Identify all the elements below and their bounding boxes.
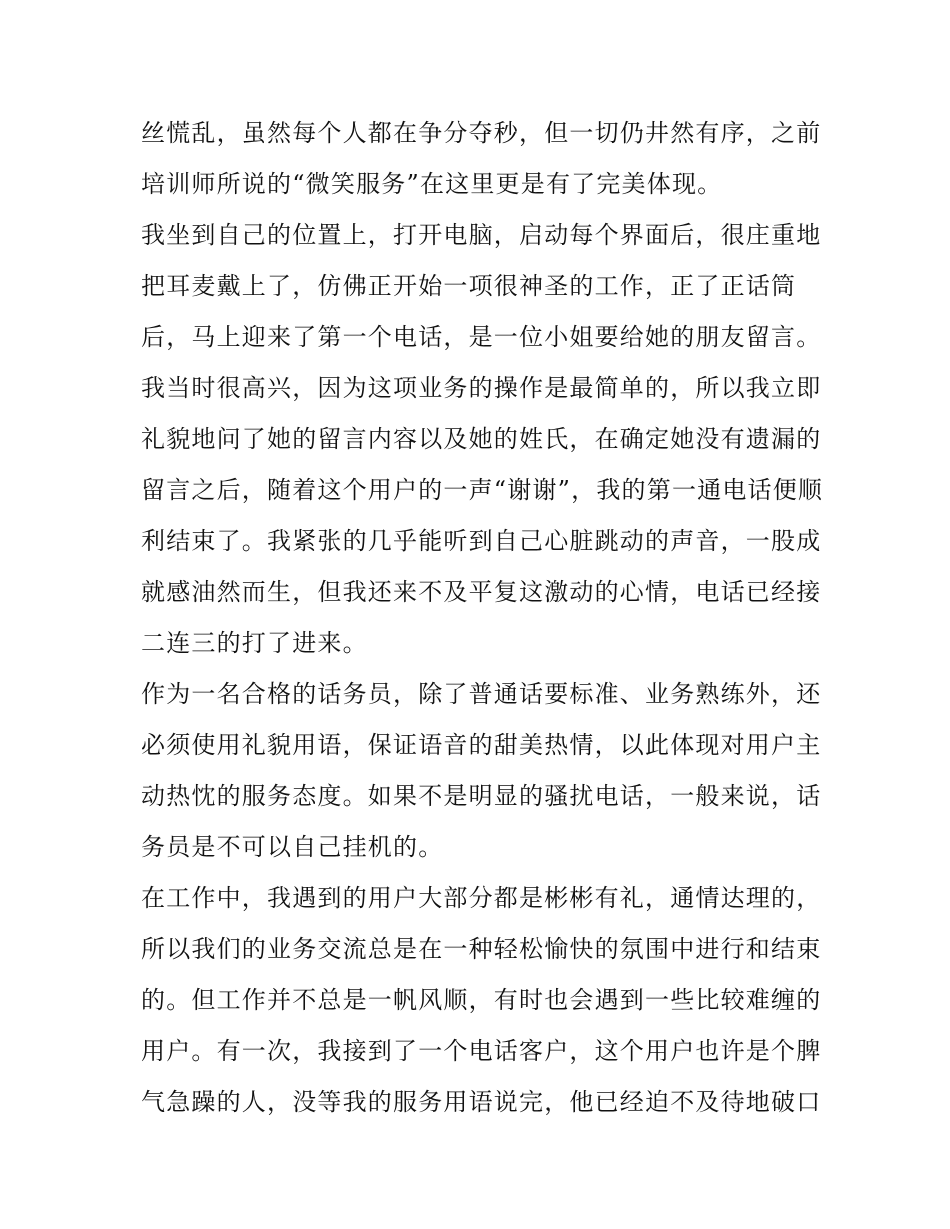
text-line: 气急躁的人，没等我的服务用语说完，他已经迫不及待地破口 — [141, 1088, 822, 1116]
text-line: 培训师所说的“微笑服务”在这里更是有了完美体现。 — [141, 170, 723, 198]
text-line: 我坐到自己的位置上，打开电脑，启动每个界面后，很庄重地 — [141, 221, 822, 249]
text-line: 后，马上迎来了第一个电话，是一位小姐要给她的朋友留言。 — [141, 323, 822, 351]
text-line: 动热忱的服务态度。如果不是明显的骚扰电话，一般来说，话 — [141, 782, 822, 810]
text-line: 丝慌乱，虽然每个人都在争分夺秒，但一切仍井然有序，之前 — [141, 119, 822, 147]
document-body — [141, 108, 824, 1128]
text-line: 二连三的打了进来。 — [141, 629, 368, 657]
text-line: 礼貌地问了她的留言内容以及她的姓氏，在确定她没有遗漏的 — [141, 425, 822, 453]
text-line: 所以我们的业务交流总是在一种轻松愉快的氛围中进行和结束 — [141, 935, 822, 963]
text-line: 务员是不可以自己挂机的。 — [141, 833, 444, 861]
text-line: 的。但工作并不总是一帆风顺，有时也会遇到一些比较难缠的 — [141, 986, 822, 1014]
text-line: 在工作中，我遇到的用户大部分都是彬彬有礼，通情达理的， — [141, 884, 822, 912]
text-line: 必须使用礼貌用语，保证语音的甜美热情，以此体现对用户主 — [141, 731, 822, 759]
text-line: 用户。有一次，我接到了一个电话客户，这个用户也许是个脾 — [141, 1037, 822, 1065]
text-line: 我当时很高兴，因为这项业务的操作是最简单的，所以我立即 — [141, 374, 822, 402]
text-line: 留言之后，随着这个用户的一声“谢谢”，我的第一通电话便顺 — [141, 476, 824, 504]
text-line: 就感油然而生，但我还来不及平复这激动的心情，电话已经接 — [141, 578, 822, 606]
text-line: 利结束了。我紧张的几乎能听到自己心脏跳动的声音，一股成 — [141, 527, 822, 555]
text-line: 作为一名合格的话务员，除了普通话要标准、业务熟练外，还 — [141, 680, 822, 708]
text-line: 把耳麦戴上了，仿佛正开始一项很神圣的工作，正了正话筒 — [141, 272, 797, 300]
